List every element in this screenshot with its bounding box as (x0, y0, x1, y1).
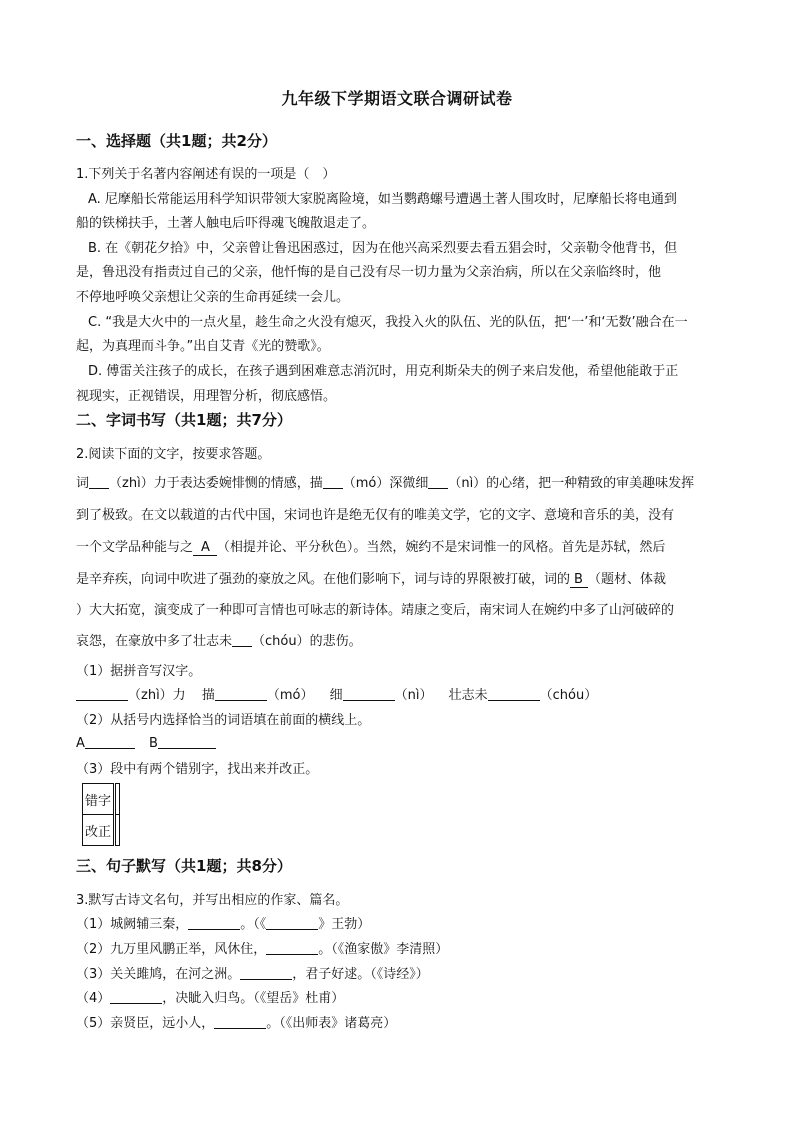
poem-title-blank-1[interactable] (266, 915, 318, 930)
answer-b[interactable] (158, 734, 216, 749)
subquestion-1: （1）据拼音写汉字。 (76, 664, 202, 679)
question-1: 1.下列关于名著内容阐述有误的一项是（ ） (76, 167, 336, 182)
page-title: 九年级下学期语文联合调研试卷 (281, 89, 513, 108)
option-d-line-2: 视现实，正视错误，用理智分析，彻底感悟。 (76, 389, 337, 404)
subquestion-2: （2）从括号内选择恰当的词语填在前面的横线上。 (76, 713, 371, 728)
question-2: 2.阅读下面的文字，按要求答题。 (76, 447, 271, 462)
passage-line-6: 哀怨，在豪放中多了壮志未 （chóu）的悲伤。 (76, 634, 362, 649)
answer-ni[interactable] (343, 686, 395, 701)
cell-wrong-answer[interactable] (115, 784, 120, 815)
option-b-line-2: 是，鲁迅没有指责过自己的父亲，他忏悔的是自己没有尽一切力量为父亲治病，所以在父亲临终时，他 (76, 265, 662, 280)
answer-mo[interactable] (215, 686, 267, 701)
poem-line-3: （3）关关雎鸠，在河之洲。 ，君子好逑。（《诗经》） (76, 967, 429, 982)
poem-blank-1[interactable] (188, 915, 240, 930)
option-a-line-2: 船的铁梯扶手，土著人触电后吓得魂飞魄散退走了。 (76, 216, 376, 231)
poem-line-4: （4） ，决眦入归鸟。（《望岳》杜甫） (76, 991, 345, 1006)
option-d-line-1[interactable]: D. 傅雷关注孩子的成长，在孩子遇到困难意志消沉时，用克利斯朵夫的例子来启发他，希望他能敢于正 (88, 364, 679, 379)
row-label-correct: 改正 (83, 815, 115, 846)
option-b-line-1[interactable]: B. 在《朝花夕拾》中，父亲曾让鲁迅困惑过，因为在他兴高采烈要去看五猖会时，父亲勒令他背书，但 (88, 241, 678, 256)
blank-ni[interactable] (428, 474, 448, 489)
poem-blank-4[interactable] (110, 989, 162, 1004)
question-3: 3.默写古诗文名句，并写出相应的作家、篇名。 (76, 893, 349, 908)
error-correction-table (82, 783, 120, 846)
blank-mo[interactable] (323, 474, 343, 489)
poem-blank-5[interactable] (214, 1014, 266, 1029)
cell-correct-answer[interactable] (115, 815, 120, 846)
blank-a[interactable]: A (193, 540, 217, 556)
poem-blank-3[interactable] (240, 965, 292, 980)
answer-chou[interactable] (488, 686, 540, 701)
passage-line-2: 到了极致。在文以载道的古代中国，宋词也许是绝无仅有的唯美文学，它的文字、意境和音乐的美，没有 (76, 508, 675, 523)
blank-chou[interactable] (232, 632, 252, 647)
option-a-line-1[interactable]: A. 尼摩船长常能运用科学知识带领大家脱离险境，如当鹦鹉螺号遭遇土著人围攻时，尼摩船长将电通到 (88, 192, 677, 207)
row-label-wrong: 错字 (83, 784, 115, 815)
poem-line-5: （5）亲贤臣，远小人， 。（《出师表》诸葛亮） (76, 1016, 397, 1031)
section-3-heading: 三、句子默写（共1题；共8分） (76, 857, 292, 875)
passage-line-3: 一个文学品种能与之 A （相提并论、平分秋色）。当然，婉约不是宋词惟一的风格。首先是苏轼，然后 (76, 540, 666, 555)
passage-line-5: ）大大拓宽，演变成了一种即可言情也可咏志的新诗体。靖康之变后，南宋词人在婉约中多了山河破碎的 (76, 603, 675, 618)
subquestion-2-answers: A B (76, 734, 216, 751)
section-1-heading: 一、选择题（共1题；共2分） (76, 132, 277, 150)
poem-line-2: （2）九万里风鹏正举，风休住， 。（《渔家傲》李清照） (76, 942, 449, 957)
subquestion-1-answers: （zhì）力 描 （mó） 细 （nì） 壮志未 （chóu） (76, 684, 597, 703)
option-b-line-3: 不停地呼唤父亲想让父亲的生命再延续一会儿。 (76, 290, 350, 305)
blank-b[interactable]: B (570, 572, 588, 588)
option-c-line-1[interactable]: C. “我是大火中的一点火星，趁生命之火没有熄灭，我投入火的队伍、光的队伍，把‘一’和‘无数’融合在一 (88, 315, 688, 330)
poem-line-1: （1）城阙辅三秦， 。（《 》王勃） (76, 917, 371, 932)
passage-line-4: 是辛弃疾，向词中吹进了强劲的豪放之风。在他们影响下，词与诗的界限被打破，词的 B （题材、体裁 (76, 572, 666, 587)
subquestion-3: （3）段中有两个错别字，找出来并改正。 (76, 762, 319, 777)
option-c-line-2: 起，为真理而斗争。”出自艾青《光的赞歌》。 (76, 339, 330, 354)
answer-a[interactable] (85, 734, 135, 749)
poem-blank-2[interactable] (266, 940, 318, 955)
answer-zhi[interactable] (76, 686, 128, 701)
blank-zhi[interactable] (89, 474, 109, 489)
section-2-heading: 二、字词书写（共1题；共7分） (76, 411, 292, 429)
passage-line-1: 词 （zhì）力于表达委婉悱恻的情感，描 （mó）深微细 （nì）的心绪，把一种精致的审美趣味发挥 (76, 476, 695, 491)
